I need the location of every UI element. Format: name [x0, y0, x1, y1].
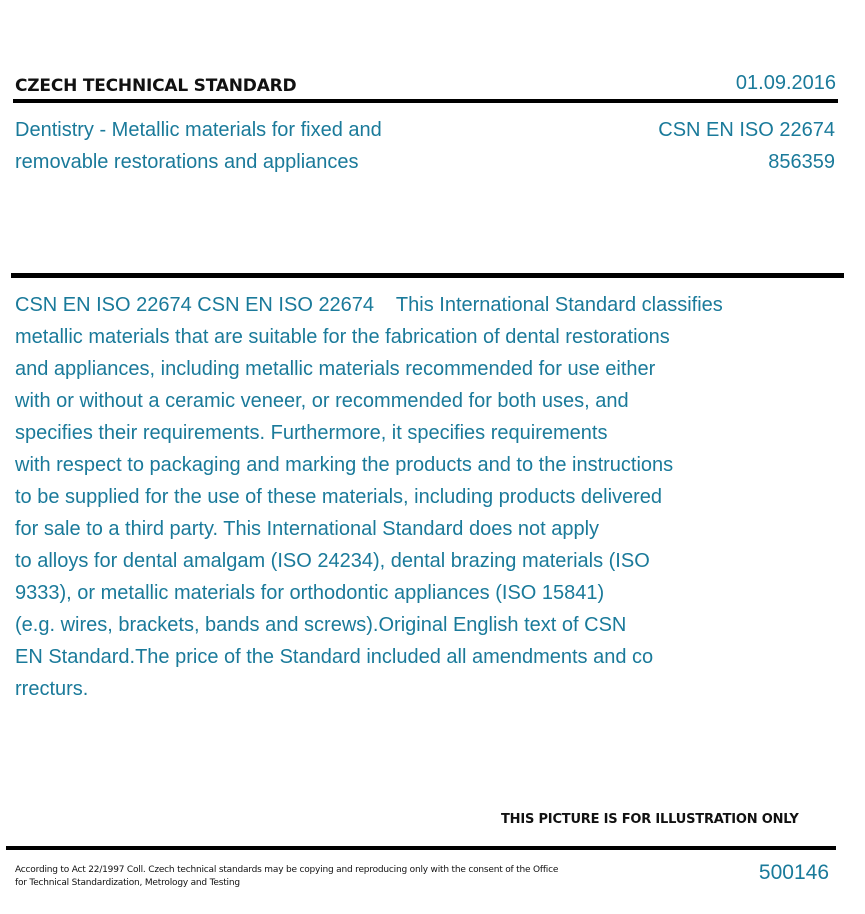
- section-divider: [11, 273, 844, 278]
- standard-title-line: removable restorations and appliances: [15, 151, 359, 173]
- abstract-line: for sale to a third party. This International Standard does not apply: [15, 518, 600, 540]
- abstract-line: CSN EN ISO 22674 CSN EN ISO 22674 This International Standard classifies: [15, 294, 723, 316]
- abstract-line: EN Standard.The price of the Standard included all amendments and co: [15, 646, 654, 668]
- abstract-line: with or without a ceramic veneer, or recommended for both uses, and: [15, 390, 629, 412]
- standard-identifiers: [658, 114, 835, 178]
- header-divider: [13, 99, 838, 103]
- standard-abstract: [15, 289, 795, 705]
- legal-notice-line: for Technical Standardization, Metrology and Testing: [15, 878, 240, 888]
- abstract-line: (e.g. wires, brackets, bands and screws).Original English text of CSN: [15, 614, 627, 636]
- document-id: 500146: [758, 861, 829, 884]
- standard-header-title: CZECH TECHNICAL STANDARD: [15, 76, 297, 96]
- standard-title: [15, 114, 485, 178]
- abstract-line: 9333), or metallic materials for orthodontic appliances (ISO 15841): [15, 582, 605, 604]
- standard-title-line: Dentistry - Metallic materials for fixed and: [15, 119, 382, 141]
- legal-notice-line: According to Act 22/1997 Coll. Czech technical standards may be copying and reproducing only with the consent of the Office: [15, 865, 559, 875]
- publication-date: 01.09.2016: [735, 72, 836, 94]
- abstract-line: to be supplied for the use of these materials, including products delivered: [15, 486, 663, 508]
- abstract-line: specifies their requirements. Furthermore, it specifies requirements: [15, 422, 608, 444]
- illustration-notice: THIS PICTURE IS FOR ILLUSTRATION ONLY: [501, 812, 799, 827]
- standard-code: CSN EN ISO 22674: [658, 119, 835, 141]
- legal-notice: [15, 864, 585, 890]
- footer-divider: [6, 846, 836, 850]
- abstract-line: to alloys for dental amalgam (ISO 24234), dental brazing materials (ISO: [15, 550, 650, 572]
- catalog-number: 856359: [768, 151, 835, 173]
- abstract-line: rrecturs.: [15, 678, 89, 700]
- abstract-line: with respect to packaging and marking the products and to the instructions: [15, 454, 674, 476]
- abstract-line: and appliances, including metallic materials recommended for use either: [15, 358, 656, 380]
- abstract-line: metallic materials that are suitable for the fabrication of dental restorations: [15, 326, 670, 348]
